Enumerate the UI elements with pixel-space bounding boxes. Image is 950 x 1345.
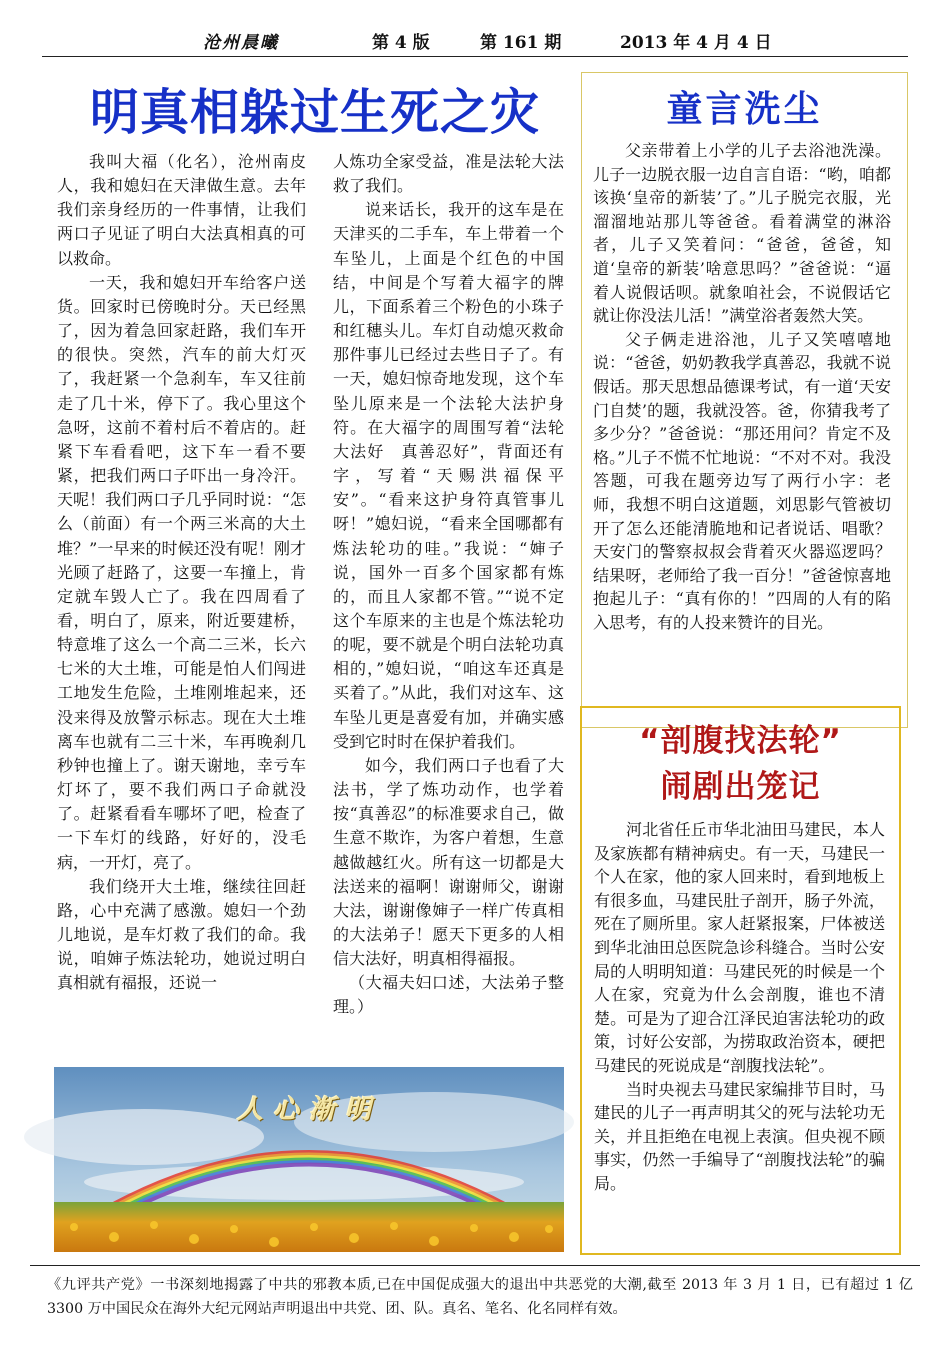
article-paragraph: 一天，我和媳妇开车给客户送货。回家时已傍晚时分。天已经黑了，因为着急回家赶路，我们车开的很快。突然，汽车的前大灯灭了，我赶紧一个急刹车，车又往前走了几十米，停下了。我心里这个急呀，这前不着村后不着店的。赶紧下车看看吧，这下车一看不要紧，把我们两口子吓出一身冷汗。天呢！我们两口子几乎同时说：“怎么（前面）有一个两三米高的大土堆？”一早来的时候还没有呢！刚才光顾了赶路了，这要一车撞上，肯定就车毁人亡了。我在四周看了看，明白了，原来，附近要建桥，特意堆了这么一个高二三米，长六七米的大土堆，可能是怕人们闯进工地发生危险，土堆刚堆起来，还没来得及放警示标志。现在大土堆离车也就有二三十米，车再晚刹几秒钟也撞上了。谢天谢地，幸亏车灯坏了，要不我们两口子命就没了。赶紧看看车哪坏了吧，检查了一下车灯的线路，好好的，没毛病，一开灯，亮了。 (57, 272, 306, 872)
sidebar-report-title-line1: “剖腹找法轮” (639, 723, 842, 759)
sidebar-paragraph: 父亲带着上小学的儿子去浴池洗澡。儿子一边脱衣服一边自言自语：“哟，咱都该换‘皇帝的新装’了。”儿子脱完衣服，光溜溜地站那儿等爸爸。看着满堂的淋浴者，儿子又笑着问：“爸爸，爸爸，知道‘皇帝的新装’啥意思吗？”爸爸说：“逼着人说假话呗。就象咱社会，不说假话它就让你没法儿活！”满堂浴者轰然大笑。 (593, 141, 891, 326)
image-caption: 人心渐明 (236, 1095, 381, 1125)
rainbow-landscape-image (54, 1067, 564, 1252)
header-divider (42, 56, 908, 57)
sidebar-report-box (580, 706, 901, 1255)
sidebar-story-title: 童言洗尘 (666, 89, 823, 130)
article-column-2 (333, 150, 564, 1040)
footer-divider (30, 1265, 920, 1266)
footer-notice: 《九评共产党》一书深刻地揭露了中共的邪教本质,已在中国促成强大的退出中共恶党的大潮,截至 2013 年 3 月 1 日，已有超过 1 亿 3300 万中国民众在海外大纪元网站声明退出中共党、团、队。真名、笔名、化名同样有效。 (47, 1277, 913, 1317)
newspaper-name: 沧州晨曦 (203, 33, 279, 53)
article-headline: 明真相躲过生死之灾 (90, 83, 541, 141)
article-paragraph: 我叫大福（化名），沧州南皮人，我和媳妇在天津做生意。去年我们亲身经历的一件事情，让我们两口子见证了明白大法真相真的可以救命。 (57, 152, 306, 268)
sidebar-report-title-line2: 闹剧出笼记 (660, 769, 821, 805)
sidebar-report-body (594, 818, 885, 1196)
sidebar-report-title (582, 718, 899, 810)
article-column-1 (57, 150, 306, 993)
sidebar-paragraph: 父子俩走进浴池，儿子又笑嘻嘻地说：“爸爸，奶奶教我学真善忍，我就不说假话。那天思想品德课考试，有一道‘天安门自焚’的题，我就没答。爸，你猜我考了多少分？”爸爸说：“那还用问？肯定不及格。”儿子不慌不忙地说：“不对不对。我没答题，可我在题旁边写了两行小字：老师，我想不明白这道题，刘思影气管被切开了怎么还能清脆地和记者说话、唱歌？天安门的警察叔叔会背着灭火器巡逻吗？结果呀，老师给了我一百分！”爸爸惊喜地抱起儿子：“真有你的！”四周的人有的陷入思考，有的人投来赞许的目光。 (593, 329, 891, 632)
sidebar-paragraph: 当时央视去马建民家编排节目时，马建民的儿子一再声明其父的死与法轮功无关，并且拒绝在电视上表演。但央视不顾事实，仍然一手编导了“剖腹找法轮”的骗局。 (594, 1079, 885, 1193)
sidebar-story-box (581, 72, 908, 728)
issue-number: 第 161 期 (480, 33, 562, 53)
article-paragraph: 如今，我们两口子也看了大法书，学了炼功动作，也学着按“真善忍”的标准要求自己，做生意不欺诈，为客户着想，生意越做越红火。所有这一切都是大法送来的福啊！谢谢师父，谢谢大法，谢谢像婶子一样广传真相的大法弟子！愿天下更多的人相信大法好，明真相得福报。 (333, 755, 564, 969)
issue-date: 2013 年 4 月 4 日 (620, 33, 772, 53)
article-byline: （大福夫妇口述，大法弟子整理。） (333, 973, 564, 1017)
sidebar-story-body (593, 139, 891, 634)
article-paragraph: 我们绕开大土堆，继续往回赶路，心中充满了感激。媳妇一个劲儿地说，是车灯救了我们的命。我说，咱婶子炼法轮功，她说过明白真相就有福报，还说一 (57, 876, 306, 993)
sidebar-paragraph: 河北省任丘市华北油田马建民，本人及家族都有精神病史。有一天，马建民一个人在家，他的家人回来时，看到地板上有很多血，马建民肚子剖开，肠子外流，死在了厕所里。家人赶紧报案，尸体被送到华北油田总医院急诊科缝合。当时公安局的人明明知道：马建民死的时候是一个人在家，究竟为什么会剖腹，谁也不清楚。可是为了迎合江泽民迫害法轮功的政策，讨好公安部，为捞取政治资本，硬把马建民的死说成是“剖腹找法轮”。 (594, 820, 885, 1075)
article-paragraph: 人炼功全家受益，准是法轮大法救了我们。 (333, 152, 564, 196)
article-paragraph: 说来话长，我开的这车是在天津买的二手车，车上带着一个车坠儿，上面是个红色的中国结，中间是个写着大福字的牌儿，下面系着三个粉色的小珠子和红穗头儿。车灯自动熄灭救命那件事儿已经过去些日子了。有一天，媳妇惊奇地发现，这个车坠儿原来是一个法轮大法护身符。在大福字的周围写着“法轮大法好 真善忍好”，背面还有字，写着“天赐洪福保平安”。“看来这护身符真管事儿呀！”媳妇说，“看来全国哪都有炼法轮功的哇。”我说：“婶子说，国外一百多个国家都有炼的，而且人家都不管。”“说不定这个车原来的主也是个炼法轮功的呢，要不就是个明白法轮功真相的，”媳妇说，“咱这车还真是买着了。”从此，我们对这车、这车坠儿更是喜爱有加，并确实感受到它时时在保护着我们。 (333, 200, 564, 751)
page-number: 第 4 版 (372, 33, 430, 53)
